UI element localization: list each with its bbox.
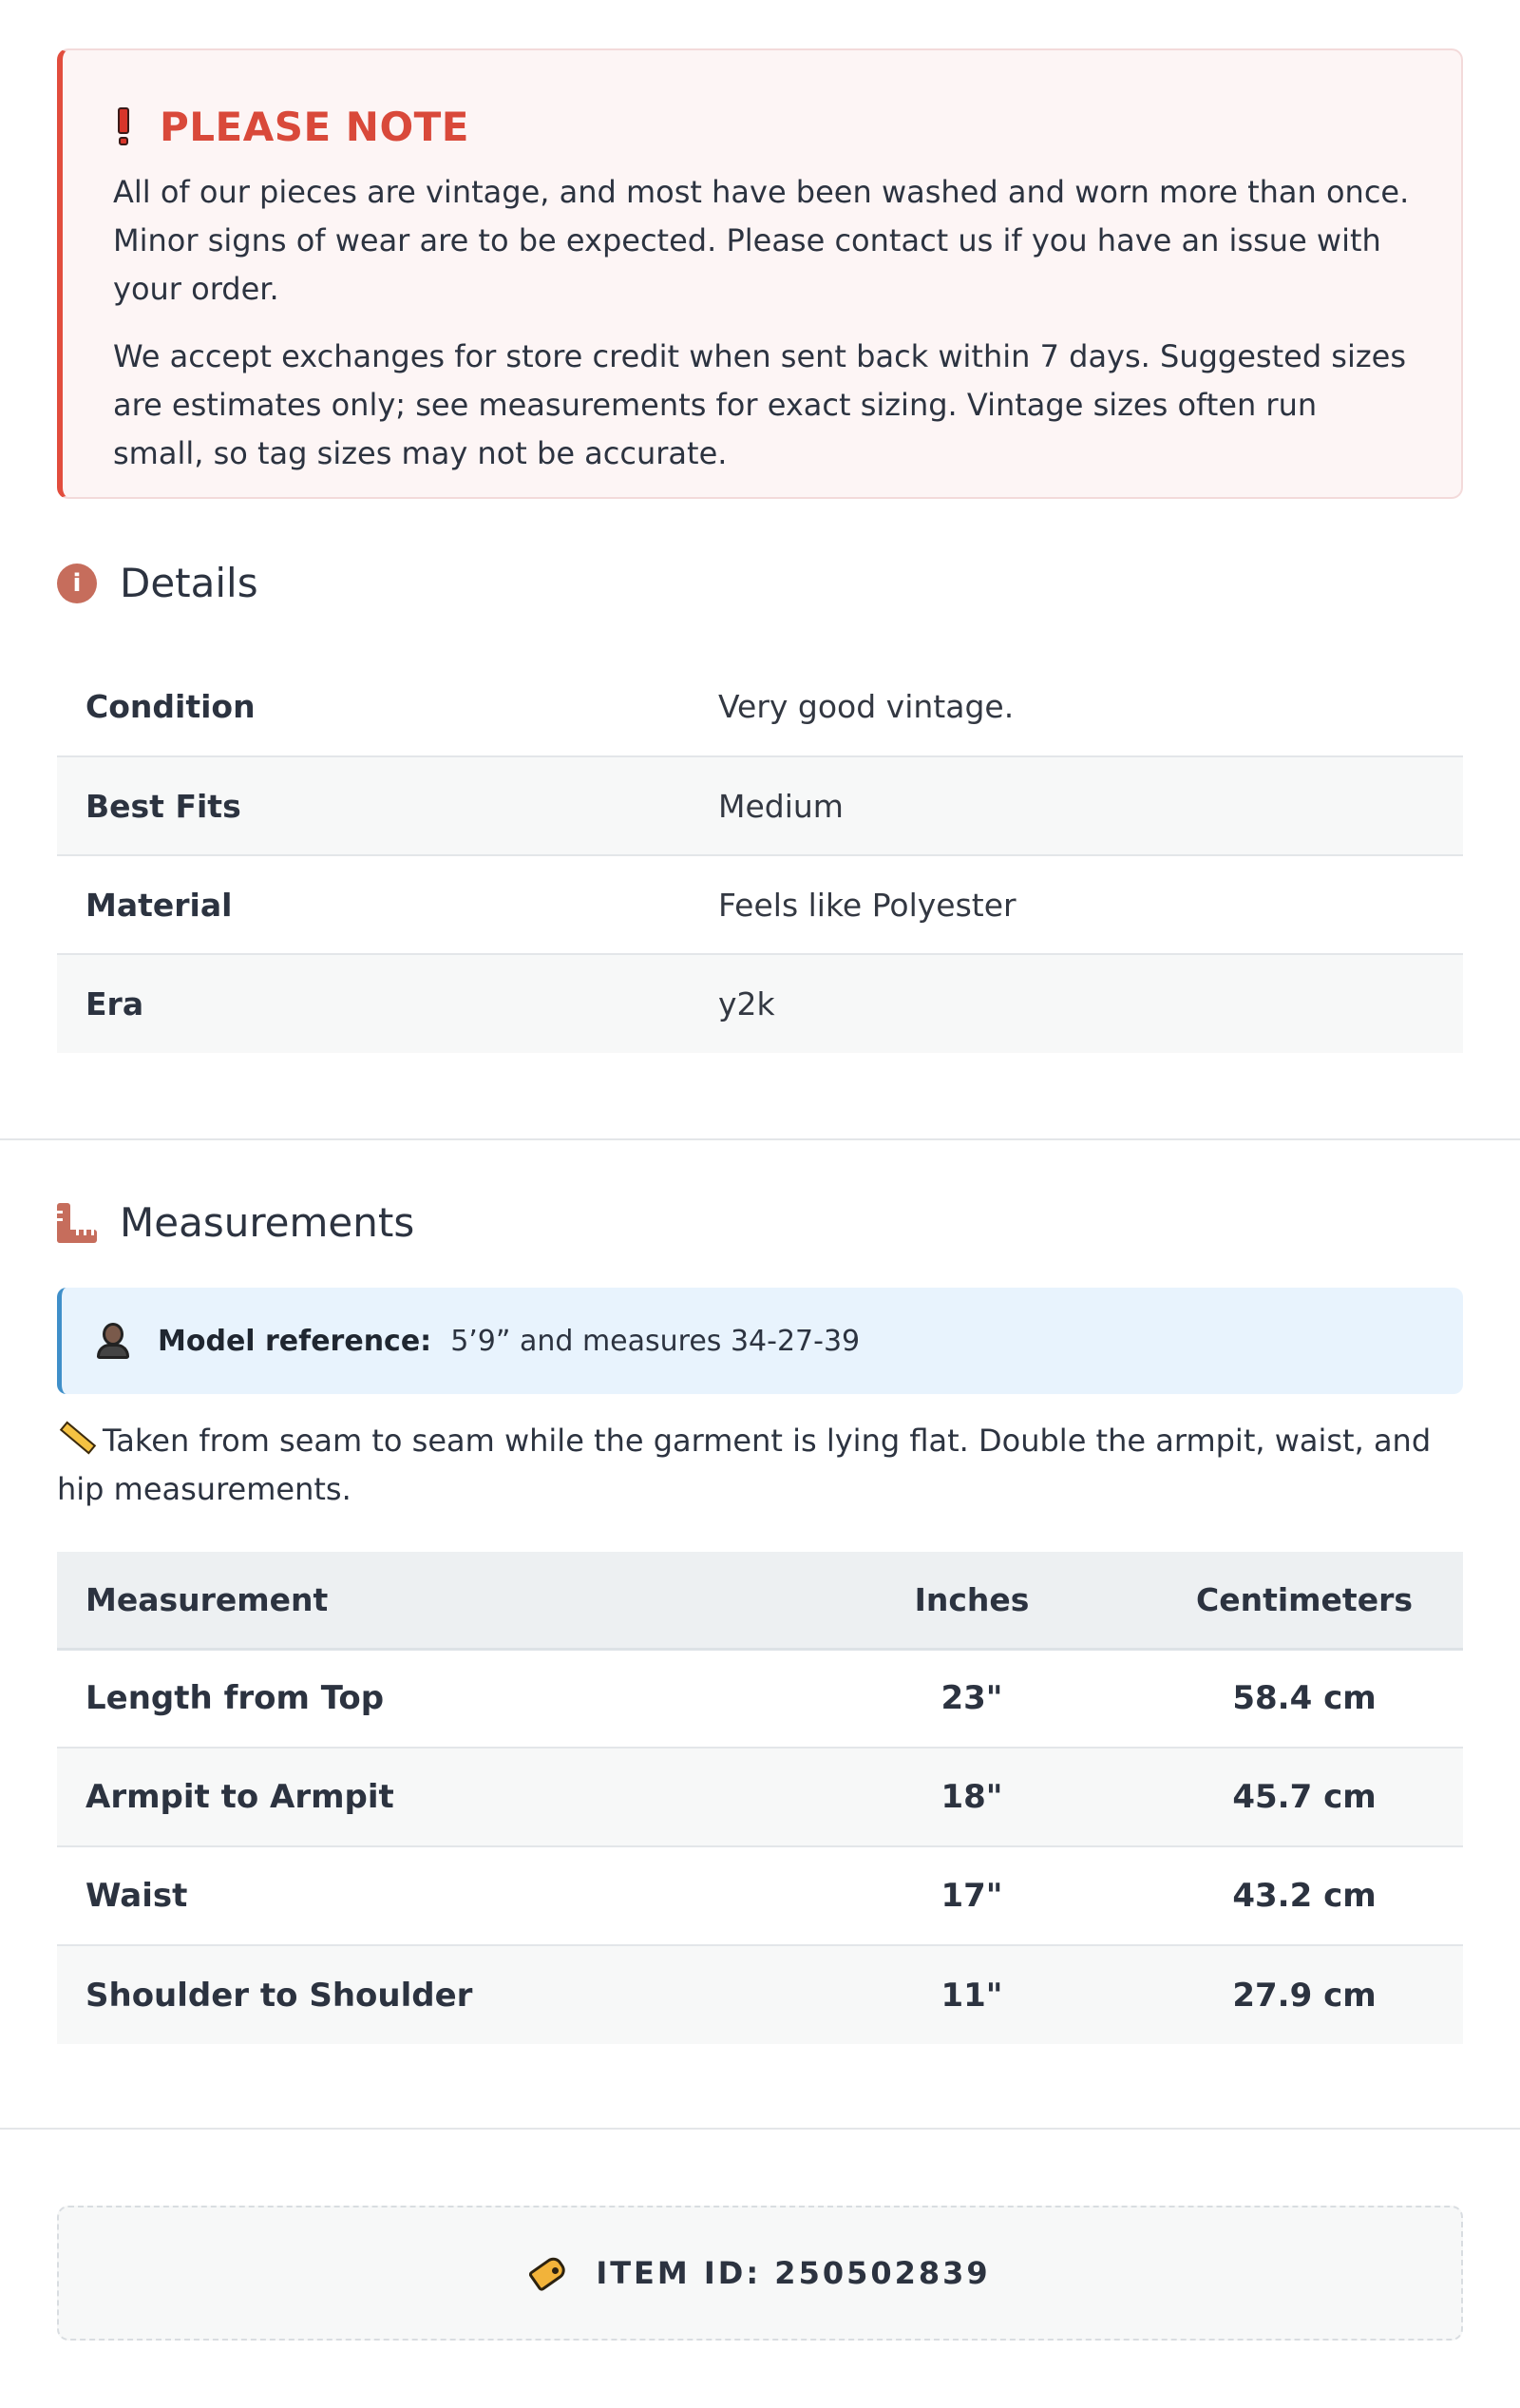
details-title: Details xyxy=(120,560,258,606)
measurement-cm: 43.2 cm xyxy=(1232,1877,1377,1915)
section-divider xyxy=(0,1138,1520,1140)
measurements-header xyxy=(57,1199,1463,1246)
please-note-paragraph: All of our pieces are vintage, and most have been washed and worn more than once. Minor signs of wear are to be expected. Please contact us if you have an issue with your order. xyxy=(113,174,1410,307)
details-row xyxy=(57,658,1463,756)
measurement-name: Shoulder to Shoulder xyxy=(57,1945,798,2044)
measurement-inches: 17" xyxy=(940,1877,1003,1915)
detail-label: Material xyxy=(86,886,233,924)
measurements-table xyxy=(57,1552,1463,2044)
measurement-instructions-text: Taken from seam to seam while the garment is lying flat. Double the armpit, waist, and hip measurements. xyxy=(57,1423,1432,1507)
item-id-label: ITEM ID: 250502839 xyxy=(596,2255,991,2291)
product-details-page xyxy=(0,48,1520,1053)
column-header: Inches xyxy=(798,1552,1146,1649)
model-reference-label: Model reference: xyxy=(158,1324,432,1358)
exclamation-icon xyxy=(118,107,129,145)
details-header xyxy=(57,560,1463,606)
info-icon: i xyxy=(57,564,97,603)
measurements-title: Measurements xyxy=(120,1199,415,1246)
detail-value: Medium xyxy=(690,756,1463,855)
table-row xyxy=(57,1846,1463,1945)
table-row xyxy=(57,1748,1463,1846)
please-note-title: PLEASE NOTE xyxy=(160,103,469,150)
tag-icon xyxy=(529,2256,569,2290)
measurement-inches: 11" xyxy=(798,1945,1146,2044)
measurement-instructions xyxy=(57,1417,1463,1514)
measurement-name: Length from Top xyxy=(86,1679,385,1718)
measurements-header-row xyxy=(57,1552,1463,1649)
details-row xyxy=(57,756,1463,855)
model-reference-box xyxy=(57,1288,1463,1394)
measurement-name: Waist xyxy=(86,1877,188,1915)
measurement-inches: 23" xyxy=(940,1679,1003,1718)
details-row xyxy=(57,954,1463,1053)
please-note-box xyxy=(57,48,1463,499)
measurement-cm: 58.4 cm xyxy=(1232,1679,1377,1718)
person-icon xyxy=(97,1323,129,1359)
detail-label: Era xyxy=(57,954,690,1053)
column-header: Measurement xyxy=(57,1552,798,1649)
ruler-icon xyxy=(57,1203,97,1243)
table-row xyxy=(57,1945,1463,2044)
table-row xyxy=(57,1649,1463,1748)
item-id-box xyxy=(57,2206,1463,2341)
details-table xyxy=(57,658,1463,1053)
measurement-inches: 18" xyxy=(798,1748,1146,1846)
detail-label: Condition xyxy=(86,688,256,725)
please-note-header xyxy=(113,100,1414,153)
detail-label: Best Fits xyxy=(57,756,690,855)
details-row xyxy=(57,855,1463,954)
detail-value: y2k xyxy=(690,954,1463,1053)
section-divider xyxy=(0,2128,1520,2130)
measurement-name: Armpit to Armpit xyxy=(57,1748,798,1846)
column-header: Centimeters xyxy=(1146,1552,1463,1649)
please-note-paragraph: We accept exchanges for store credit when sent back within 7 days. Suggested sizes are estimates only; see measurements for exact sizing. Vintage sizes often run small, so tag sizes may not be accurate. xyxy=(113,338,1407,471)
detail-value: Feels like Polyester xyxy=(718,886,1016,924)
model-reference-value: 5’9” and measures 34-27-39 xyxy=(450,1324,861,1358)
detail-value: Very good vintage. xyxy=(718,688,1015,725)
measurement-cm: 45.7 cm xyxy=(1146,1748,1463,1846)
measurement-cm: 27.9 cm xyxy=(1146,1945,1463,2044)
pencil-icon xyxy=(57,1419,93,1455)
